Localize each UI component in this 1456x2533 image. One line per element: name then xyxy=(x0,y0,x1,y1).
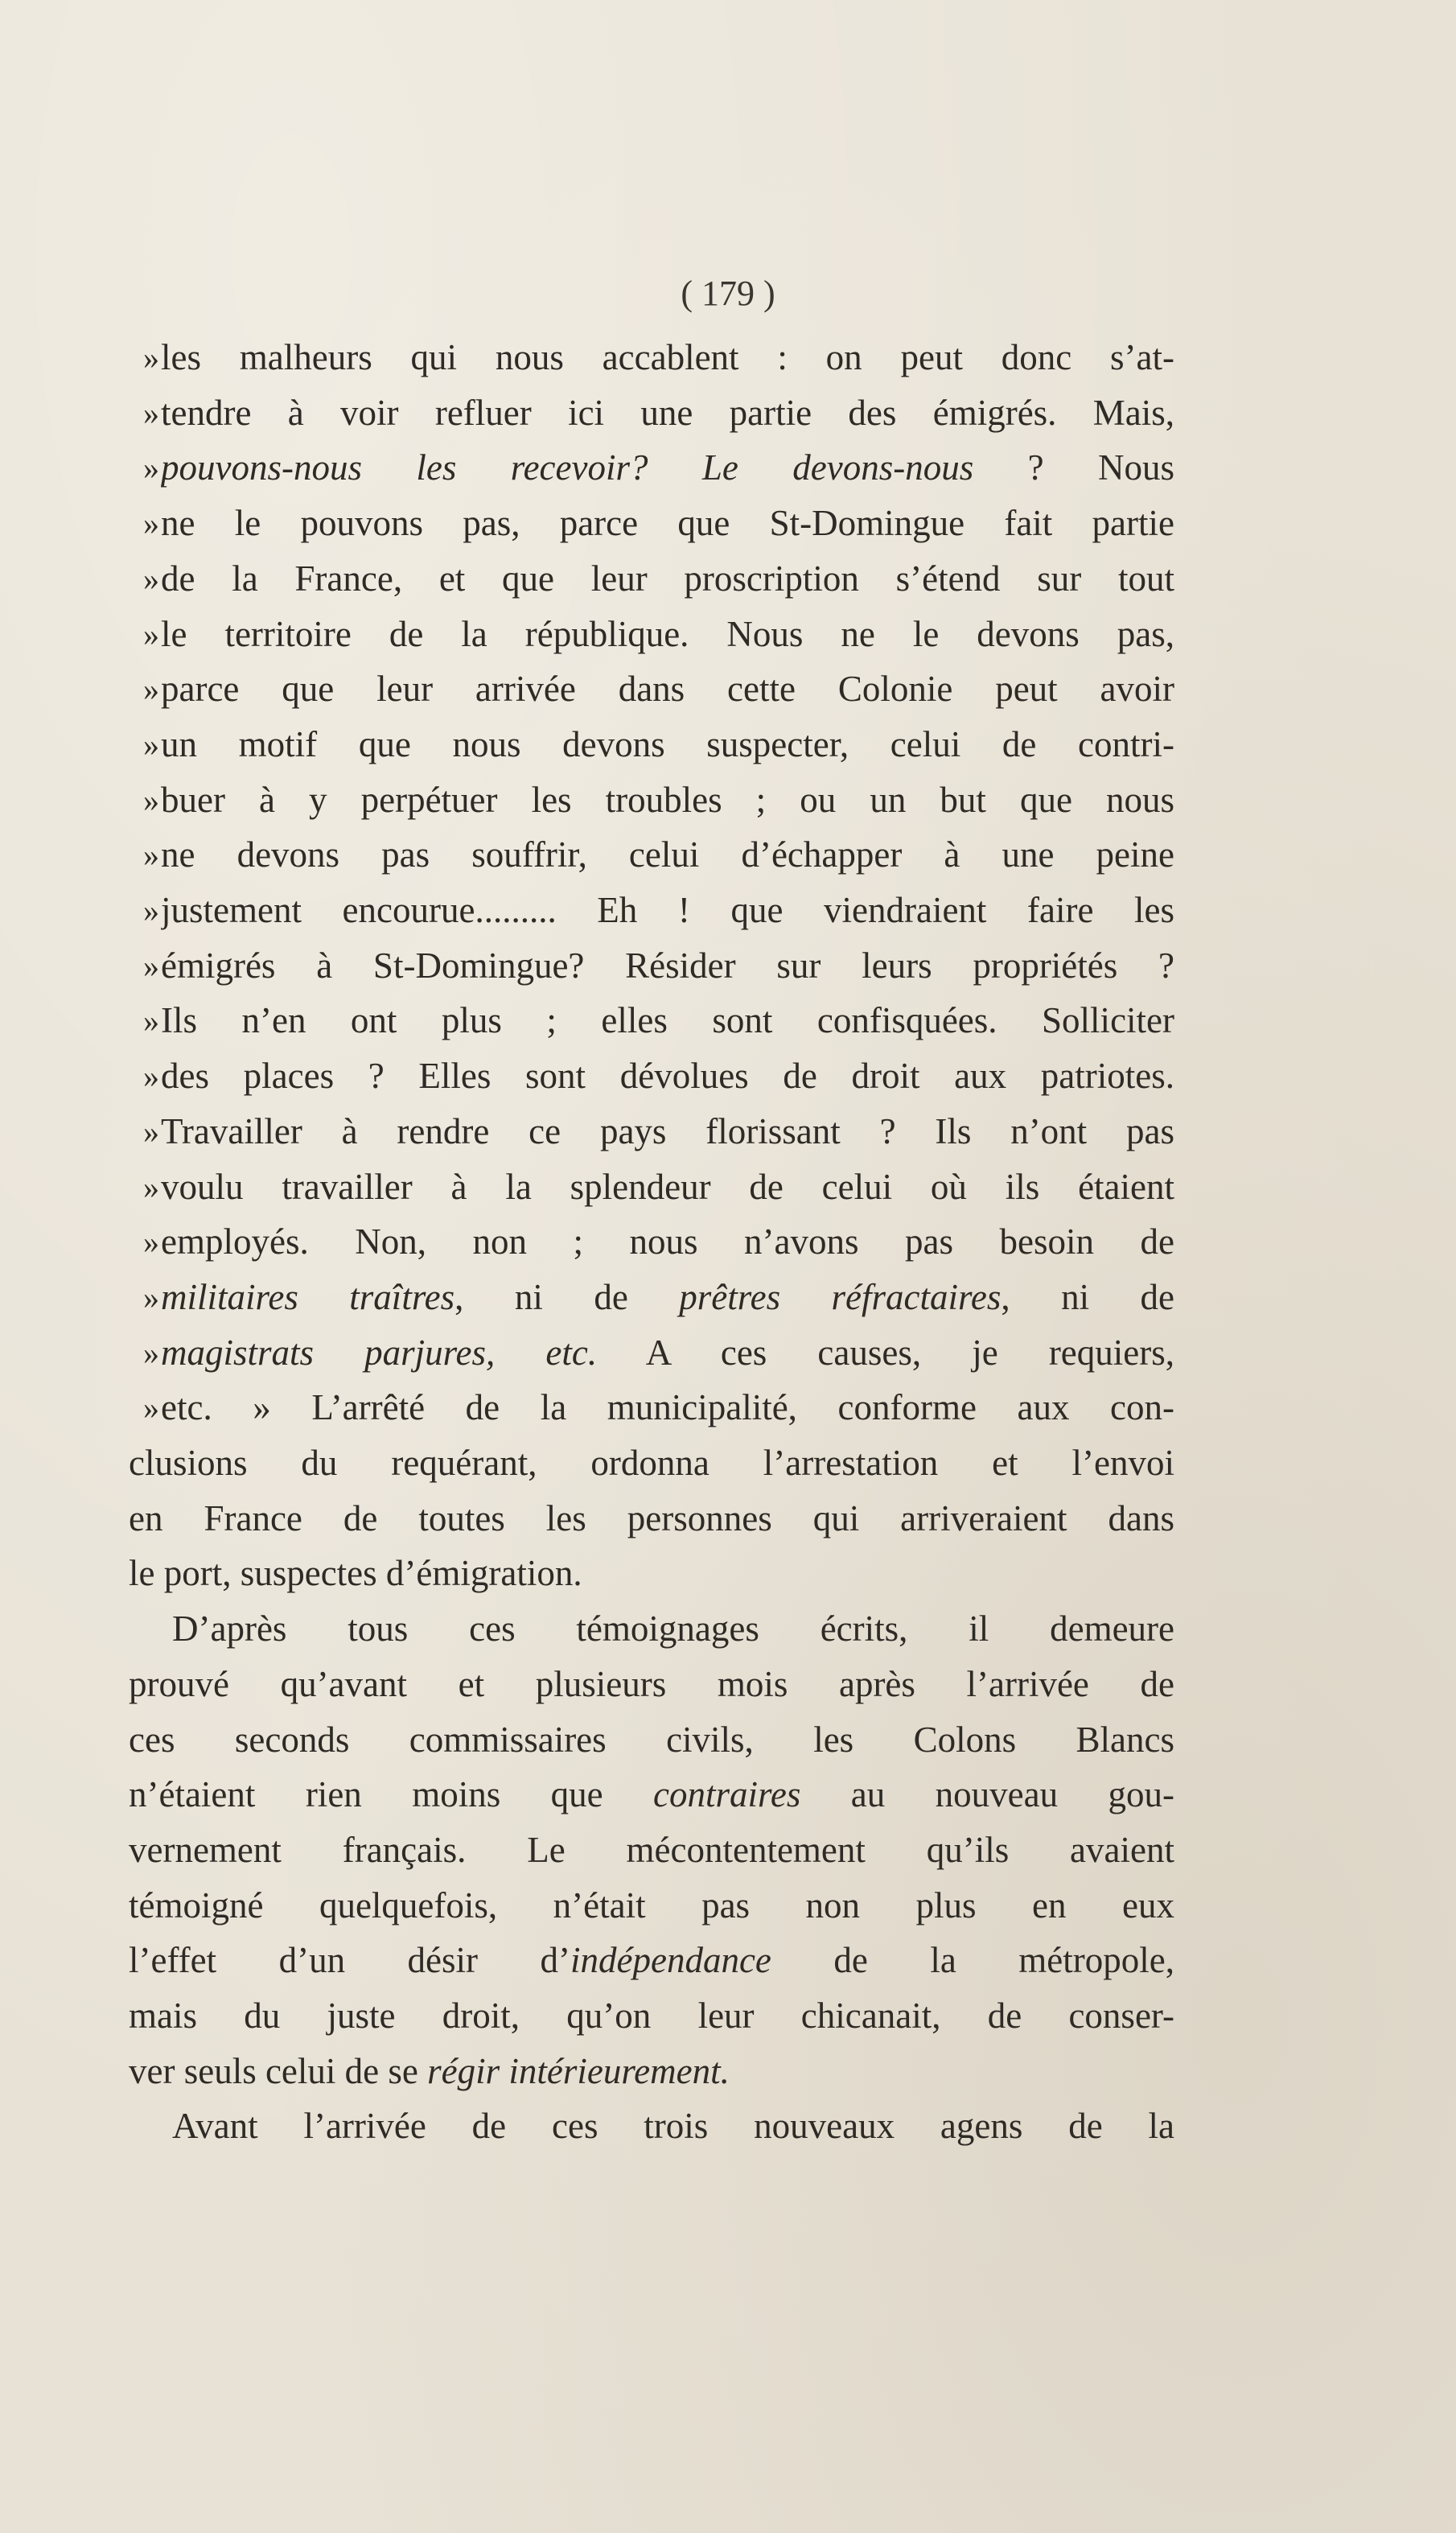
italic-text: magistrats parjures, etc. xyxy=(161,1332,598,1373)
line-text xyxy=(172,1601,1174,1657)
text-segment: émigrés à St-Domingue? Résider sur leurs propriétés ? xyxy=(161,945,1174,986)
line-text xyxy=(161,1048,1174,1104)
quote-mark: » xyxy=(143,340,159,376)
italic-text: prêtres réfractaires xyxy=(679,1276,1002,1317)
text-segment: le territoire de la république. Nous ne le devons pas, xyxy=(161,613,1174,654)
line-text xyxy=(161,661,1174,717)
quote-mark: » xyxy=(143,505,159,542)
line-text xyxy=(161,772,1174,828)
line-text xyxy=(161,385,1174,441)
text-line xyxy=(0,1878,1456,1934)
line-text xyxy=(129,1546,1174,1601)
text-line xyxy=(0,1491,1456,1547)
text-line xyxy=(0,1767,1456,1823)
text-line xyxy=(0,1435,1456,1491)
text-line xyxy=(0,1104,1456,1159)
text-segment: en France de toutes les personnes qui arriveraient dans xyxy=(129,1497,1174,1538)
line-text xyxy=(129,1712,1174,1768)
text-line xyxy=(0,993,1456,1048)
line-text xyxy=(129,1657,1174,1712)
text-segment: ces seconds commissaires civils, les Colons Blancs xyxy=(129,1719,1174,1760)
quote-mark: » xyxy=(143,671,159,708)
text-segment: D’après tous ces témoignages écrits, il demeure xyxy=(172,1608,1174,1650)
text-segment: les malheurs qui nous accablent : on peut donc s’at- xyxy=(161,337,1174,377)
text-segment: buer à y perpétuer les troubles ; ou un but que nous xyxy=(161,779,1174,820)
italic-text: contraires xyxy=(653,1774,801,1815)
text-segment: , ni de xyxy=(1001,1276,1174,1317)
line-text xyxy=(161,717,1174,772)
quote-mark: » xyxy=(143,1224,159,1261)
line-text xyxy=(161,1325,1174,1381)
text-segment: le port, suspectes d’émigration. xyxy=(129,1553,582,1594)
quote-mark: » xyxy=(143,1113,159,1150)
line-text xyxy=(161,1214,1174,1270)
text-line xyxy=(0,938,1456,994)
italic-text: indépendance xyxy=(570,1940,771,1981)
text-line xyxy=(0,1933,1456,1988)
quote-mark: » xyxy=(143,1390,159,1427)
text-line xyxy=(0,1601,1456,1657)
line-text xyxy=(161,1104,1174,1159)
text-line xyxy=(0,827,1456,883)
text-line xyxy=(0,2044,1456,2099)
text-line xyxy=(0,607,1456,662)
line-text xyxy=(129,1491,1174,1547)
line-text xyxy=(161,1380,1174,1435)
line-text xyxy=(161,496,1174,551)
text-segment: n’étaient rien moins que xyxy=(129,1774,654,1815)
text-segment: au nouveau gou- xyxy=(800,1774,1174,1815)
quote-mark: » xyxy=(143,450,159,487)
quote-mark: » xyxy=(143,726,159,763)
text-segment: etc. » L’arrêté de la municipalité, conforme aux con- xyxy=(161,1387,1174,1428)
text-segment: voulu travailler à la splendeur de celui où ils étaient xyxy=(161,1166,1174,1207)
text-line xyxy=(0,717,1456,772)
quote-mark: » xyxy=(143,947,159,984)
text-segment: Ils n’en ont plus ; elles sont confisquées. Solliciter xyxy=(161,1000,1174,1041)
text-line xyxy=(0,1823,1456,1878)
text-line xyxy=(0,1325,1456,1381)
text-line xyxy=(0,330,1456,385)
text-segment: tendre à voir refluer ici une partie des émigrés. Mais, xyxy=(161,392,1174,433)
text-segment: prouvé qu’avant et plusieurs mois après l’arrivée de xyxy=(129,1663,1174,1704)
text-segment: Travailler à rendre ce pays florissant ? Ils n’ont pas xyxy=(161,1110,1174,1151)
line-text xyxy=(161,607,1174,662)
line-text xyxy=(172,2098,1174,2154)
text-line xyxy=(0,1657,1456,1712)
italic-text: pouvons-nous les recevoir? Le devons-nous xyxy=(161,447,974,488)
text-segment: de la France, et que leur proscription s’étend sur tout xyxy=(161,558,1174,599)
quote-mark: » xyxy=(143,1168,159,1205)
quote-mark: » xyxy=(143,837,159,874)
text-segment: Avant l’arrivée de ces trois nouveaux agens de la xyxy=(172,2106,1174,2147)
line-text xyxy=(129,2044,1174,2099)
line-text xyxy=(161,1159,1174,1215)
page-number: ( 179 ) xyxy=(681,274,775,313)
quote-mark: » xyxy=(143,892,159,929)
line-text xyxy=(161,883,1174,938)
text-line xyxy=(0,1380,1456,1435)
line-text xyxy=(161,1270,1174,1325)
text-segment: A ces causes, je requiers, xyxy=(597,1332,1174,1373)
line-text xyxy=(161,551,1174,607)
text-line xyxy=(0,661,1456,717)
text-segment: vernement français. Le mécontentement qu’ils avaient xyxy=(129,1829,1174,1870)
line-text xyxy=(129,1933,1174,1988)
quote-mark: » xyxy=(143,394,159,431)
text-line xyxy=(0,385,1456,441)
text-line xyxy=(0,551,1456,607)
text-line xyxy=(0,1214,1456,1270)
line-text xyxy=(161,938,1174,994)
text-segment: des places ? Elles sont dévolues de droit aux patriotes. xyxy=(161,1056,1174,1097)
italic-text: régir intérieurement. xyxy=(427,2050,730,2091)
text-line xyxy=(0,1159,1456,1215)
text-segment: témoigné quelquefois, n’était pas non plus en eux xyxy=(129,1884,1174,1925)
quote-mark: » xyxy=(143,1058,159,1095)
quote-mark: » xyxy=(143,1003,159,1040)
line-text xyxy=(129,1878,1174,1934)
text-segment: employés. Non, non ; nous n’avons pas besoin de xyxy=(161,1221,1174,1262)
text-line xyxy=(0,2098,1456,2154)
text-segment: ne devons pas souffrir, celui d’échapper à une peine xyxy=(161,834,1174,875)
text-segment: , ni de xyxy=(454,1276,680,1317)
text-segment: de la métropole, xyxy=(771,1940,1174,1981)
text-segment: clusions du requérant, ordonna l’arrestation et l’envoi xyxy=(129,1443,1174,1483)
text-segment: justement encourue......... Eh ! que viendraient faire les xyxy=(161,890,1174,930)
line-text xyxy=(129,1767,1174,1823)
text-line xyxy=(0,1270,1456,1325)
line-text xyxy=(129,1823,1174,1878)
text-line xyxy=(0,883,1456,938)
italic-text: militaires traîtres xyxy=(161,1276,455,1317)
quote-mark: » xyxy=(143,560,159,597)
line-text xyxy=(161,330,1174,385)
text-line xyxy=(0,1988,1456,2044)
text-segment: mais du juste droit, qu’on leur chicanait, de conser- xyxy=(129,1996,1174,2036)
text-line xyxy=(0,440,1456,496)
text-line xyxy=(0,1048,1456,1104)
quote-mark: » xyxy=(143,1279,159,1316)
line-text xyxy=(129,1435,1174,1491)
quote-mark: » xyxy=(143,616,159,653)
text-line xyxy=(0,772,1456,828)
text-segment: un motif que nous devons suspecter, celui de contri- xyxy=(161,723,1174,764)
line-text xyxy=(161,993,1174,1048)
text-line xyxy=(0,1546,1456,1601)
line-text xyxy=(161,827,1174,883)
text-line xyxy=(0,496,1456,551)
quote-mark: » xyxy=(143,1334,159,1371)
text-segment: parce que leur arrivée dans cette Colonie peut avoir xyxy=(161,669,1174,710)
text-segment: ? Nous xyxy=(973,447,1174,488)
text-segment: l’effet d’un désir d’ xyxy=(129,1940,570,1981)
text-segment: ne le pouvons pas, parce que St-Domingue fait partie xyxy=(161,503,1174,544)
line-text xyxy=(129,1988,1174,2044)
quote-mark: » xyxy=(143,781,159,818)
text-line xyxy=(0,1712,1456,1768)
text-segment: ver seuls celui de se xyxy=(129,2050,428,2091)
line-text xyxy=(161,440,1174,496)
